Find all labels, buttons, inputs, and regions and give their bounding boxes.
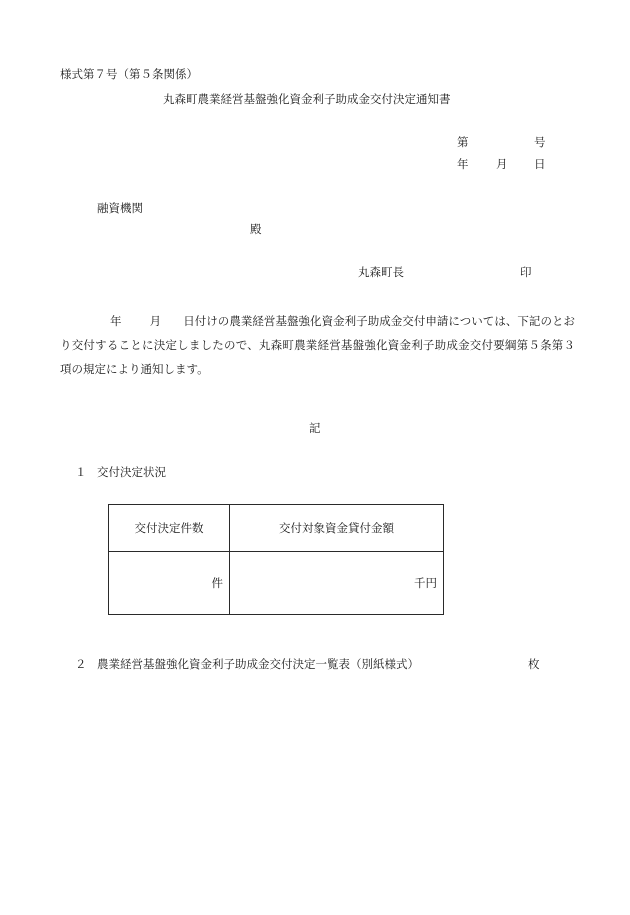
section2-label: 農業経営基盤強化資金利子助成金交付決定一覧表（別紙様式）	[97, 657, 419, 671]
table-row	[109, 552, 444, 615]
section2-unit: 枚	[528, 657, 540, 671]
doc-number-suffix: 号	[534, 135, 546, 149]
doc-number-prefix: 第	[457, 135, 469, 149]
date-day: 日	[534, 157, 546, 171]
header-loan-amount: 交付対象資金貸付金額	[230, 505, 444, 552]
ki-marker: 記	[309, 421, 321, 435]
section2-number: ２	[75, 657, 87, 671]
date-year: 年	[457, 157, 469, 171]
issuer-seal: 印	[520, 265, 532, 279]
cell-count-unit: 件	[109, 552, 230, 615]
body-year: 年	[110, 314, 122, 328]
document-title: 丸森町農業経営基盤強化資金利子助成金交付決定通知書	[163, 92, 451, 106]
body-text: 日付けの農業経営基盤強化資金利子助成金交付申請については、下記のとおり交付することに決定しましたので、丸森町農業経営基盤強化資金利子助成金交付要綱第５条第３項の規定により通知します。	[60, 314, 576, 376]
notice-body	[60, 309, 575, 381]
date-month: 月	[496, 157, 508, 171]
section1-label: 交付決定状況	[97, 465, 166, 479]
body-month: 月	[149, 314, 162, 328]
header-decision-count: 交付決定件数	[109, 505, 230, 552]
addressee-honorific: 殿	[250, 222, 262, 236]
decision-status-table	[108, 504, 444, 615]
addressee-name: 融資機関	[97, 201, 143, 215]
form-number: 様式第７号（第５条関係）	[60, 67, 198, 81]
issuer-name: 丸森町長	[358, 265, 404, 279]
section1-number: １	[75, 465, 87, 479]
cell-amount-unit: 千円	[230, 552, 444, 615]
